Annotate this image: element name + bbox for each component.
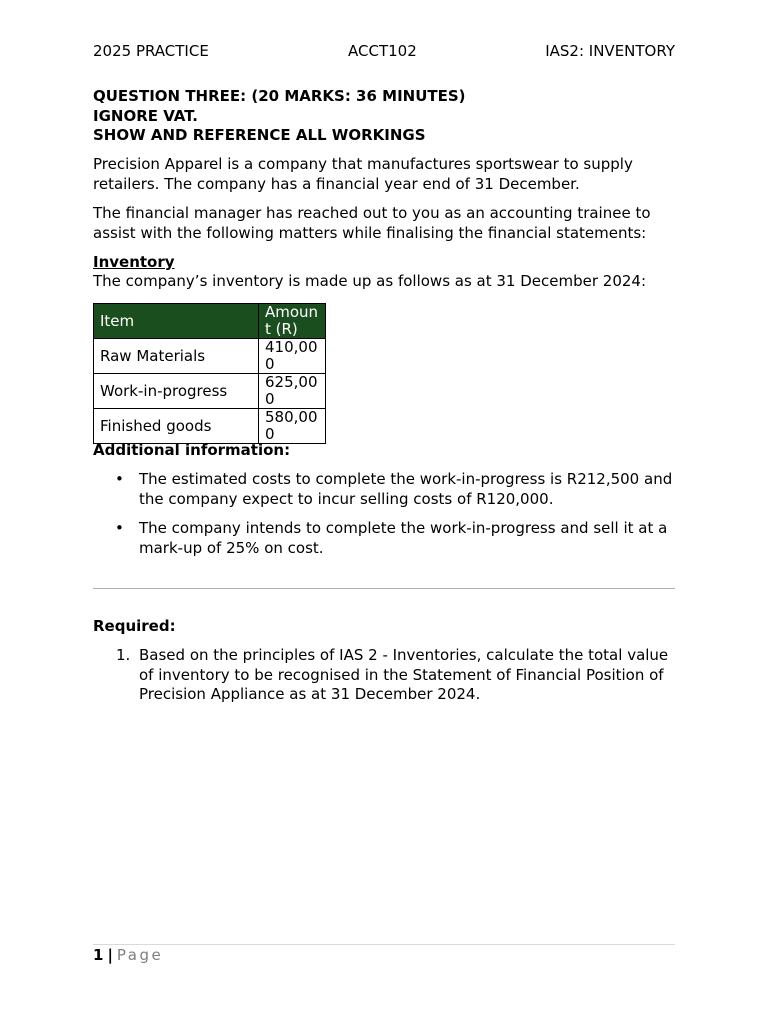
page-header bbox=[93, 42, 675, 62]
column-header-amount: Amount (R) bbox=[259, 304, 326, 339]
table-cell-item: Work-in-progress bbox=[94, 374, 259, 409]
question-heading bbox=[93, 87, 675, 146]
additional-info-heading: Additional information: bbox=[93, 441, 291, 459]
required-heading: Required: bbox=[93, 617, 176, 635]
inventory-table bbox=[93, 303, 326, 444]
question-title: QUESTION THREE: (20 MARKS: 36 MINUTES) bbox=[93, 87, 466, 105]
table-header-row bbox=[94, 304, 326, 339]
inventory-intro: The company’s inventory is made up as follows as at 31 December 2024: bbox=[93, 272, 647, 290]
inventory-heading: Inventory bbox=[93, 253, 175, 271]
page-number: 1 bbox=[93, 946, 104, 964]
table-cell-item: Finished goods bbox=[94, 409, 259, 444]
document-page bbox=[93, 0, 675, 1024]
bullet-icon: • bbox=[115, 519, 124, 537]
page-label: Page bbox=[116, 946, 164, 964]
question-instruction-vat: IGNORE VAT. bbox=[93, 106, 198, 125]
footer-separator: | bbox=[107, 946, 113, 964]
list-item-number: 1. bbox=[116, 646, 131, 664]
page-footer bbox=[93, 946, 163, 966]
list-item bbox=[93, 519, 675, 558]
table-row bbox=[94, 339, 326, 374]
additional-info-list bbox=[93, 470, 675, 568]
section-divider bbox=[93, 588, 675, 589]
header-center-text: ACCT102 bbox=[348, 42, 417, 60]
list-item-text: The company intends to complete the work-in-progress and sell it at a mark-up of 25% on cost. bbox=[139, 519, 668, 557]
header-left-text: 2025 PRACTICE bbox=[93, 42, 209, 60]
table-cell-amount: 410,000 bbox=[259, 339, 326, 374]
required-list bbox=[93, 646, 675, 705]
list-item-text: Based on the principles of IAS 2 - Inventories, calculate the total value of inventory to be recognised in the Statement of Financial Position of Precision Appliance as at 31 December 2024. bbox=[139, 646, 669, 703]
bullet-icon: • bbox=[115, 470, 124, 488]
list-item bbox=[93, 646, 675, 705]
table-row bbox=[94, 409, 326, 444]
list-item-text: The estimated costs to complete the work-in-progress is R212,500 and the company expect to incur selling costs of R120,000. bbox=[139, 470, 673, 508]
list-item bbox=[93, 470, 675, 509]
intro-paragraph-1: Precision Apparel is a company that manufactures sportswear to supply retailers. The company has a financial year end of 31 December. bbox=[93, 155, 633, 193]
table-row bbox=[94, 374, 326, 409]
table-cell-item: Raw Materials bbox=[94, 339, 259, 374]
footer-divider bbox=[93, 944, 675, 945]
question-instruction-workings: SHOW AND REFERENCE ALL WORKINGS bbox=[93, 126, 426, 144]
column-header-item: Item bbox=[94, 304, 259, 339]
table-cell-amount: 625,000 bbox=[259, 374, 326, 409]
header-right-text: IAS2: INVENTORY bbox=[545, 42, 675, 60]
intro-paragraph-2: The financial manager has reached out to you as an accounting trainee to assist with the following matters while finalising the financial statements: bbox=[93, 204, 651, 242]
table-cell-amount: 580,000 bbox=[259, 409, 326, 444]
